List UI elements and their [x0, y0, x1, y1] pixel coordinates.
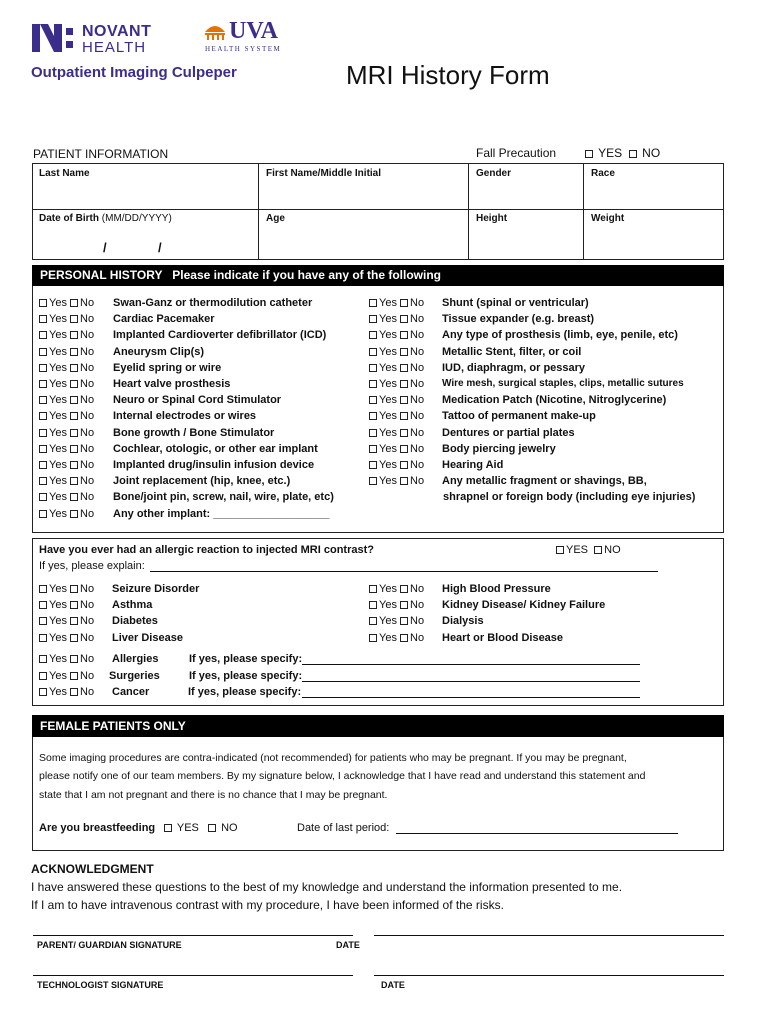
- cond-left-1-yes-no: [39, 599, 94, 611]
- ph-right-3-no-checkbox[interactable]: [400, 348, 408, 356]
- ph-left-2-yes-checkbox[interactable]: [39, 331, 47, 339]
- contrast-no-checkbox[interactable]: [594, 546, 602, 554]
- ph-right-1-yes-no: [369, 313, 424, 325]
- no-label: No: [410, 583, 425, 595]
- fall-no-label: NO: [642, 146, 661, 160]
- no-label: No: [410, 394, 425, 407]
- ph-left-2-yes-no: [39, 329, 94, 341]
- ph-left-9-no-checkbox[interactable]: [70, 445, 78, 453]
- ph-right-2-yes-no: [369, 329, 424, 341]
- ph-left-12-yes-checkbox[interactable]: [39, 493, 47, 501]
- yes-label: Yes: [379, 378, 397, 390]
- date-line-1[interactable]: [374, 935, 724, 936]
- history-item: Joint replacement (hip, knee, etc.): [113, 475, 291, 488]
- cond-left-2-yes-checkbox[interactable]: [39, 617, 47, 625]
- ph-right-7-no-checkbox[interactable]: [400, 412, 408, 420]
- cond-left-0-no-checkbox[interactable]: [70, 585, 78, 593]
- ph-left-4-no-checkbox[interactable]: [70, 364, 78, 372]
- yes-label: Yes: [49, 507, 67, 520]
- cond-right-3-yes-checkbox[interactable]: [369, 634, 377, 642]
- specify-item: Surgeries: [109, 669, 160, 682]
- specify-line[interactable]: [302, 681, 640, 682]
- condition-item: Heart or Blood Disease: [442, 631, 564, 644]
- ph-right-11-yes-no: [369, 475, 424, 487]
- history-item: Dentures or partial plates: [442, 426, 575, 439]
- ph-left-8-yes-checkbox[interactable]: [39, 429, 47, 437]
- yes-label: Yes: [379, 583, 397, 595]
- ph-right-11-no-checkbox[interactable]: [400, 477, 408, 485]
- specify-0-yes-checkbox[interactable]: [39, 655, 47, 663]
- history-item: Heart valve prosthesis: [113, 378, 231, 390]
- gender-field[interactable]: Gender: [476, 168, 512, 179]
- specify-2-no-checkbox[interactable]: [70, 688, 78, 696]
- age-field[interactable]: Age: [266, 213, 285, 224]
- specify-1-yes-checkbox[interactable]: [39, 672, 47, 680]
- cond-left-3-yes-no: [39, 632, 94, 644]
- ph-right-4-no-checkbox[interactable]: [400, 364, 408, 372]
- specify-2-yes-checkbox[interactable]: [39, 688, 47, 696]
- no-label: No: [80, 583, 95, 595]
- ph-left-5-yes-checkbox[interactable]: [39, 380, 47, 388]
- specify-item: Cancer: [112, 686, 150, 698]
- ph-left-10-yes-no: [39, 459, 94, 471]
- date-line-2[interactable]: [374, 975, 724, 976]
- history-item: Any other implant: ___________________: [113, 507, 330, 520]
- no-label: No: [80, 631, 95, 644]
- ph-left-3-yes-no: [39, 346, 94, 358]
- yes-label: Yes: [379, 410, 397, 423]
- history-item: Shunt (spinal or ventricular): [442, 297, 589, 309]
- breastfeeding-yes-label: YES: [176, 822, 199, 834]
- ph-right-8-no-checkbox[interactable]: [400, 429, 408, 437]
- condition-item: Kidney Disease/ Kidney Failure: [442, 599, 606, 612]
- cond-right-0-no-checkbox[interactable]: [400, 585, 408, 593]
- history-item: Any metallic fragment or shavings, BB,: [442, 475, 647, 488]
- specify-0-no-checkbox[interactable]: [70, 655, 78, 663]
- ph-left-0-yes-no: [39, 297, 94, 309]
- no-label: No: [410, 361, 425, 374]
- no-label: No: [410, 599, 425, 612]
- ph-left-13-yes-no: [39, 508, 94, 520]
- cond-right-0-yes-checkbox[interactable]: [369, 585, 377, 593]
- ph-left-6-yes-no: [39, 394, 94, 406]
- height-field[interactable]: Height: [476, 213, 508, 224]
- yes-label: Yes: [379, 459, 397, 471]
- no-label: No: [410, 378, 425, 390]
- no-label: No: [80, 329, 95, 342]
- rotunda-icon: [203, 20, 227, 42]
- no-label: No: [410, 426, 425, 439]
- ph-left-11-yes-checkbox[interactable]: [39, 477, 47, 485]
- ph-left-11-no-checkbox[interactable]: [70, 477, 78, 485]
- specify-1-yes-no: [39, 670, 94, 682]
- no-label: No: [410, 313, 425, 326]
- no-label: No: [80, 669, 95, 682]
- ph-right-0-yes-checkbox[interactable]: [369, 299, 377, 307]
- ph-right-8-yes-no: [369, 427, 424, 439]
- ph-right-8-yes-checkbox[interactable]: [369, 429, 377, 437]
- breastfeeding-options: [164, 822, 238, 834]
- ph-right-0-no-checkbox[interactable]: [400, 299, 408, 307]
- yes-label: Yes: [49, 686, 67, 698]
- race-field[interactable]: Race: [591, 168, 615, 179]
- yes-label: Yes: [49, 475, 67, 488]
- ph-left-13-no-checkbox[interactable]: [70, 510, 78, 518]
- condition-item: Diabetes: [112, 615, 158, 628]
- no-label: No: [80, 507, 95, 520]
- ph-left-1-yes-checkbox[interactable]: [39, 315, 47, 323]
- no-label: No: [410, 631, 425, 644]
- divider: [468, 163, 469, 260]
- history-item: Implanted Cardioverter defibrillator (ICD): [113, 329, 327, 342]
- yes-label: Yes: [49, 410, 67, 423]
- ph-left-5-no-checkbox[interactable]: [70, 380, 78, 388]
- dob-field[interactable]: [39, 213, 172, 224]
- first-name-field[interactable]: First Name/Middle Initial: [266, 168, 382, 179]
- yes-label: Yes: [49, 653, 67, 665]
- no-label: No: [410, 410, 425, 423]
- no-label: No: [80, 475, 95, 488]
- yes-label: Yes: [49, 297, 67, 309]
- ph-left-8-yes-no: [39, 427, 94, 439]
- specify-2-yes-no: [39, 686, 94, 698]
- no-label: No: [80, 442, 95, 455]
- ph-left-1-no-checkbox[interactable]: [70, 315, 78, 323]
- last-period-line[interactable]: [396, 833, 678, 834]
- dob-slash-1: /: [103, 240, 107, 255]
- ph-left-0-yes-checkbox[interactable]: [39, 299, 47, 307]
- ph-right-1-no-checkbox[interactable]: [400, 315, 408, 323]
- ph-left-12-yes-no: [39, 491, 94, 503]
- no-label: No: [410, 615, 425, 628]
- history-item: IUD, diaphragm, or pessary: [442, 361, 586, 374]
- ph-left-7-yes-checkbox[interactable]: [39, 412, 47, 420]
- no-label: No: [80, 653, 95, 665]
- cond-left-2-yes-no: [39, 615, 94, 627]
- cond-right-3-yes-no: [369, 632, 424, 644]
- yes-label: Yes: [49, 631, 67, 644]
- yes-label: Yes: [49, 669, 67, 682]
- contrast-allergy-options: [556, 544, 621, 556]
- ph-right-9-no-checkbox[interactable]: [400, 445, 408, 453]
- dob-format: (MM/DD/YYYY): [101, 213, 172, 224]
- ph-right-10-yes-checkbox[interactable]: [369, 461, 377, 469]
- history-item: Any type of prosthesis (limb, eye, penile, etc): [442, 329, 678, 342]
- female-text-line-1: Some imaging procedures are contra-indicated (not recommended) for patients who may be pregnant. If you may be pregnant,: [39, 752, 627, 764]
- ph-right-2-no-checkbox[interactable]: [400, 331, 408, 339]
- cond-right-2-yes-checkbox[interactable]: [369, 617, 377, 625]
- cond-left-0-yes-checkbox[interactable]: [39, 585, 47, 593]
- history-item: Cardiac Pacemaker: [113, 313, 215, 326]
- cond-right-2-yes-no: [369, 615, 424, 627]
- yes-label: Yes: [379, 631, 397, 644]
- tech-signature-line[interactable]: [33, 975, 353, 976]
- divider: [583, 163, 584, 260]
- ph-left-10-yes-checkbox[interactable]: [39, 461, 47, 469]
- ph-left-13-yes-checkbox[interactable]: [39, 510, 47, 518]
- explain-label: If yes, please explain:: [39, 560, 145, 572]
- ph-left-4-yes-checkbox[interactable]: [39, 364, 47, 372]
- no-label: No: [80, 686, 95, 698]
- history-item: Neuro or Spinal Cord Stimulator: [113, 394, 282, 407]
- ph-left-3-yes-checkbox[interactable]: [39, 348, 47, 356]
- ack-line-2: If I am to have intravenous contrast with my procedure, I have been informed of the risks.: [31, 898, 504, 912]
- ph-right-9-yes-checkbox[interactable]: [369, 445, 377, 453]
- female-text-line-2: please notify one of our team members. By my signature below, I acknowledge that I have read and understand this statement and: [39, 770, 646, 782]
- contrast-allergy-question: Have you ever had an allergic reaction to injected MRI contrast?: [39, 544, 374, 556]
- date-label-1: DATE: [336, 940, 360, 950]
- yes-label: Yes: [49, 615, 67, 628]
- fall-no-checkbox[interactable]: [629, 150, 637, 158]
- history-item: Medication Patch (Nicotine, Nitroglycerine): [442, 394, 667, 407]
- ph-left-9-yes-no: [39, 443, 94, 455]
- specify-item: Allergies: [112, 653, 159, 665]
- contrast-yes-label: YES: [566, 544, 589, 556]
- yes-label: Yes: [49, 599, 67, 612]
- yes-label: Yes: [379, 442, 397, 455]
- history-item: Cochlear, otologic, or other ear implant: [113, 442, 318, 455]
- breastfeeding-no-checkbox[interactable]: [208, 824, 216, 832]
- yes-label: Yes: [49, 459, 67, 471]
- yes-label: Yes: [379, 345, 397, 358]
- yes-label: Yes: [49, 361, 67, 374]
- ph-left-8-no-checkbox[interactable]: [70, 429, 78, 437]
- weight-field[interactable]: Weight: [591, 213, 625, 224]
- history-item: Bone growth / Bone Stimulator: [113, 426, 275, 439]
- page-title: MRI History Form: [346, 60, 550, 90]
- ack-line-1: I have answered these questions to the best of my knowledge and understand the information presented to me.: [31, 880, 623, 894]
- ph-right-7-yes-checkbox[interactable]: [369, 412, 377, 420]
- history-item: Implanted drug/insulin infusion device: [113, 459, 315, 471]
- history-item: Internal electrodes or wires: [113, 410, 257, 423]
- novant-wordmark: NOVANT: [82, 23, 152, 40]
- ph-left-7-yes-no: [39, 410, 94, 422]
- ph-right-5-yes-checkbox[interactable]: [369, 380, 377, 388]
- breastfeeding-no-label: NO: [221, 822, 238, 834]
- ph-left-7-no-checkbox[interactable]: [70, 412, 78, 420]
- yes-label: Yes: [49, 313, 67, 326]
- no-label: No: [410, 442, 425, 455]
- explain-line[interactable]: [150, 571, 658, 572]
- yes-label: Yes: [379, 599, 397, 612]
- history-item: Eyelid spring or wire: [113, 361, 222, 374]
- parent-signature-label: PARENT/ GUARDIAN SIGNATURE: [37, 940, 182, 950]
- history-item: Metallic Stent, filter, or coil: [442, 345, 582, 358]
- history-item: Wire mesh, surgical staples, clips, metallic sutures: [442, 378, 684, 389]
- yes-label: Yes: [49, 345, 67, 358]
- no-label: No: [80, 491, 95, 504]
- novant-n-icon: [32, 22, 76, 56]
- history-item: Tissue expander (e.g. breast): [442, 313, 595, 326]
- no-label: No: [410, 297, 425, 309]
- cond-right-1-yes-no: [369, 599, 424, 611]
- ph-right-6-yes-no: [369, 394, 424, 406]
- ph-right-10-no-checkbox[interactable]: [400, 461, 408, 469]
- health-wordmark: HEALTH: [82, 39, 147, 56]
- ph-right-5-no-checkbox[interactable]: [400, 380, 408, 388]
- yes-label: Yes: [49, 378, 67, 390]
- cond-left-0-yes-no: [39, 583, 94, 595]
- uva-wordmark: UVA: [229, 18, 278, 44]
- patient-info-label: PATIENT INFORMATION: [33, 147, 169, 161]
- ph-right-4-yes-no: [369, 362, 424, 374]
- no-label: No: [410, 459, 425, 471]
- ph-left-11-yes-no: [39, 475, 94, 487]
- no-label: No: [80, 410, 95, 423]
- ph-right-5-yes-no: [369, 378, 424, 390]
- yes-label: Yes: [49, 491, 67, 504]
- ph-right-7-yes-no: [369, 410, 424, 422]
- yes-label: Yes: [379, 313, 397, 326]
- cond-left-3-no-checkbox[interactable]: [70, 634, 78, 642]
- specify-0-yes-no: [39, 653, 94, 665]
- cond-right-3-no-checkbox[interactable]: [400, 634, 408, 642]
- condition-item: High Blood Pressure: [442, 583, 551, 595]
- cond-left-2-no-checkbox[interactable]: [70, 617, 78, 625]
- ph-right-11-yes-checkbox[interactable]: [369, 477, 377, 485]
- yes-label: Yes: [379, 475, 397, 488]
- female-header: FEMALE PATIENTS ONLY: [32, 715, 724, 737]
- ph-left-5-yes-no: [39, 378, 94, 390]
- facility-name: Outpatient Imaging Culpeper: [31, 64, 237, 81]
- ph-right-3-yes-no: [369, 346, 424, 358]
- ph-left-4-yes-no: [39, 362, 94, 374]
- no-label: No: [80, 394, 95, 407]
- cond-left-1-no-checkbox[interactable]: [70, 601, 78, 609]
- condition-item: Dialysis: [442, 615, 484, 628]
- breastfeeding-yes-checkbox[interactable]: [164, 824, 172, 832]
- yes-label: Yes: [379, 297, 397, 309]
- breastfeeding-label: Are you breastfeeding: [39, 822, 156, 834]
- condition-item: Seizure Disorder: [112, 583, 200, 595]
- yes-label: Yes: [49, 394, 67, 407]
- contrast-yes-checkbox[interactable]: [556, 546, 564, 554]
- specify-label: If yes, please specify:: [189, 669, 303, 682]
- contrast-no-label: NO: [604, 544, 621, 556]
- ph-left-6-no-checkbox[interactable]: [70, 396, 78, 404]
- dob-label: Date of Birth: [39, 213, 99, 224]
- yes-label: Yes: [379, 329, 397, 342]
- specify-label: If yes, please specify:: [189, 653, 303, 665]
- last-period-label: Date of last period:: [297, 822, 390, 834]
- history-item: Aneurysm Clip(s): [113, 345, 205, 358]
- female-text-line-3: state that I am not pregnant and there is no chance that I may be pregnant.: [39, 789, 388, 801]
- ph-right-9-yes-no: [369, 443, 424, 455]
- tech-signature-label: TECHNOLOGIST SIGNATURE: [37, 980, 164, 990]
- condition-item: Liver Disease: [112, 631, 183, 644]
- yes-label: Yes: [49, 583, 67, 595]
- ack-title: ACKNOWLEDGMENT: [31, 862, 154, 876]
- history-item: Bone/joint pin, screw, nail, wire, plate, etc): [113, 491, 334, 504]
- personal-history-header: PERSONAL HISTORY Please indicate if you have any of the following: [32, 265, 724, 286]
- yes-label: Yes: [49, 442, 67, 455]
- no-label: No: [80, 345, 95, 358]
- ph-right-2-yes-checkbox[interactable]: [369, 331, 377, 339]
- no-label: No: [80, 313, 95, 326]
- ph-right-10-yes-no: [369, 459, 424, 471]
- no-label: No: [80, 426, 95, 439]
- yes-label: Yes: [379, 394, 397, 407]
- history-item: Body piercing jewelry: [442, 442, 556, 455]
- history-item: Tattoo of permanent make-up: [442, 410, 596, 423]
- no-label: No: [410, 345, 425, 358]
- novant-logo: [32, 22, 172, 58]
- fall-precaution-label: Fall Precaution: [476, 146, 557, 160]
- cond-right-0-yes-no: [369, 583, 424, 595]
- dob-slash-2: /: [158, 240, 162, 255]
- cond-left-1-yes-checkbox[interactable]: [39, 601, 47, 609]
- condition-item: Asthma: [112, 599, 153, 612]
- specify-label: If yes, please specify:: [188, 686, 302, 698]
- date-label-2: DATE: [381, 980, 405, 990]
- no-label: No: [80, 378, 95, 390]
- specify-1-no-checkbox[interactable]: [70, 672, 78, 680]
- ph-right-6-no-checkbox[interactable]: [400, 396, 408, 404]
- fall-yes-label: YES: [598, 146, 623, 160]
- ph-left-0-no-checkbox[interactable]: [70, 299, 78, 307]
- cond-right-1-yes-checkbox[interactable]: [369, 601, 377, 609]
- yes-label: Yes: [379, 361, 397, 374]
- yes-label: Yes: [379, 615, 397, 628]
- no-label: No: [410, 329, 425, 342]
- ph-left-1-yes-no: [39, 313, 94, 325]
- ph-right-0-yes-no: [369, 297, 424, 309]
- history-item: Hearing Aid: [442, 459, 504, 471]
- yes-label: Yes: [379, 426, 397, 439]
- ph-left-10-no-checkbox[interactable]: [70, 461, 78, 469]
- ph-left-6-yes-checkbox[interactable]: [39, 396, 47, 404]
- specify-line[interactable]: [302, 664, 640, 665]
- ph-left-2-no-checkbox[interactable]: [70, 331, 78, 339]
- ph-right-6-yes-checkbox[interactable]: [369, 396, 377, 404]
- cond-left-3-yes-checkbox[interactable]: [39, 634, 47, 642]
- fall-yes-checkbox[interactable]: [585, 150, 593, 158]
- cond-right-1-no-checkbox[interactable]: [400, 601, 408, 609]
- no-label: No: [80, 615, 95, 628]
- cond-right-2-no-checkbox[interactable]: [400, 617, 408, 625]
- no-label: No: [80, 599, 95, 612]
- ph-left-9-yes-checkbox[interactable]: [39, 445, 47, 453]
- ph-right-4-yes-checkbox[interactable]: [369, 364, 377, 372]
- ph-right-1-yes-checkbox[interactable]: [369, 315, 377, 323]
- no-label: No: [410, 475, 425, 488]
- yes-label: Yes: [49, 329, 67, 342]
- uva-logo: [203, 18, 303, 58]
- yes-label: Yes: [49, 426, 67, 439]
- divider: [258, 163, 259, 260]
- divider: [32, 209, 724, 210]
- no-label: No: [80, 361, 95, 374]
- specify-line[interactable]: [302, 697, 640, 698]
- last-name-field[interactable]: Last Name: [39, 168, 90, 179]
- history-item: shrapnel or foreign body (including eye injuries): [443, 491, 696, 504]
- parent-signature-line[interactable]: [33, 935, 353, 936]
- no-label: No: [80, 459, 95, 471]
- history-item: Swan-Ganz or thermodilution catheter: [113, 297, 313, 309]
- ph-right-3-yes-checkbox[interactable]: [369, 348, 377, 356]
- ph-left-3-no-checkbox[interactable]: [70, 348, 78, 356]
- uva-subtitle: HEALTH SYSTEM: [205, 45, 282, 53]
- fall-precaution-options: [585, 146, 660, 160]
- ph-left-12-no-checkbox[interactable]: [70, 493, 78, 501]
- no-label: No: [80, 297, 95, 309]
